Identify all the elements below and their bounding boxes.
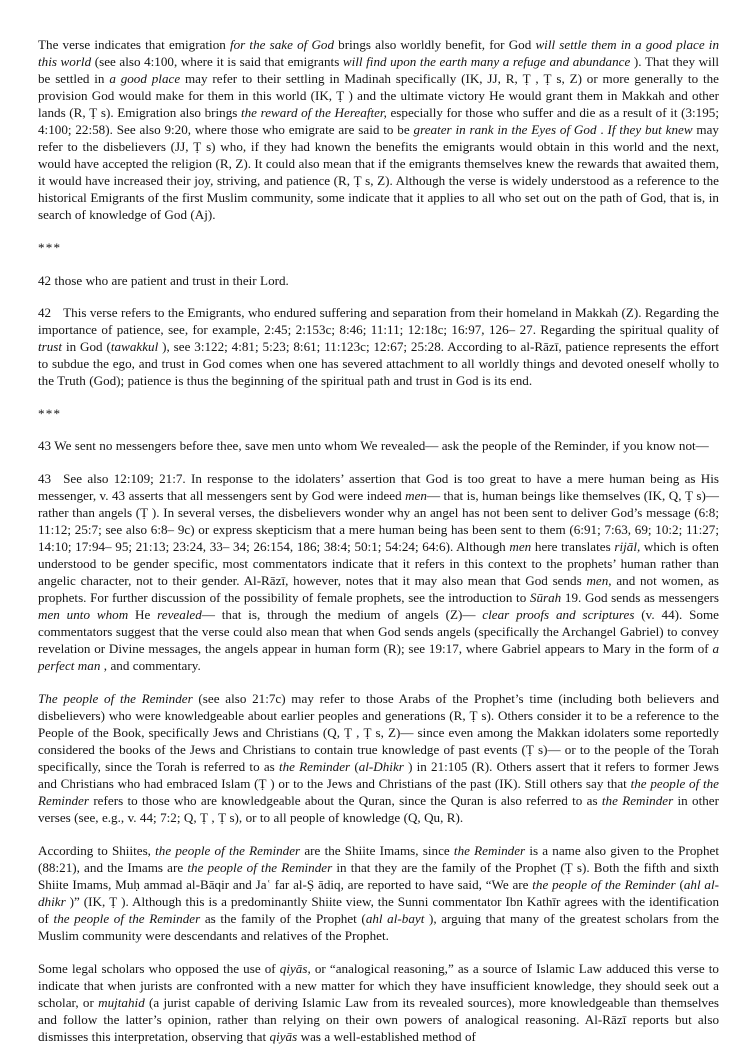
emphasis-text: qiyās,	[279, 960, 311, 976]
emphasis-text: a perfect man	[38, 641, 719, 674]
body-text: 42 those who are patient and trust in their Lord.	[38, 272, 289, 288]
body-text: , and commentary.	[100, 658, 201, 674]
body-text: was a well-established method of	[297, 1028, 476, 1044]
emphasis-text: revealed	[157, 607, 202, 623]
body-text: are the Shiite Imams, since	[300, 842, 454, 858]
emphasis-text: men,	[586, 573, 612, 589]
body-text: (see also 4:100, where it is said that emigrants	[91, 54, 343, 70]
emphasis-text: will find upon the earth many a refuge and abundance	[342, 54, 631, 70]
verse-translation	[38, 272, 719, 289]
emphasis-text: the people of the Reminder	[532, 876, 676, 892]
body-text: See also 12:109; 21:7. In response to the idolaters’ assertion that God is too great to have a mere human being as His messenger, v. 43 asserts that all messengers sent by God were indeed	[38, 470, 719, 503]
emphasis-text: men	[509, 539, 532, 555]
body-text: (see also 21:7c) may refer to those Arabs of the Prophet’s time (including both believers and disbelievers) who were knowledgeable about earlier peoples and generations (R, Ṭ s). Others consider it to be a reference to the People of the Book, specifically Jews and Christians (Q, Ṭ , Ṭ s, Z)— since even among the Makkan idolaters some reportedly considered the books of the Jews and Christians to contain true knowledge of past events (Ṭ s)— or to the people of the Torah specifically, since the Torah is referred to as	[38, 691, 720, 775]
document-text-body	[38, 36, 719, 1045]
emphasis-text: ahl al-dhikr	[38, 876, 719, 910]
verse-translation	[38, 437, 719, 454]
emphasis-text: the Reminder	[453, 842, 526, 858]
emphasis-text: men unto whom	[38, 607, 129, 623]
emphasis-text: the reward of the Hereafter,	[240, 105, 387, 121]
emphasis-text: trust	[38, 339, 63, 355]
body-text: which is often understood to be gender specific, most commentators indicate that it refers in this context to the prophets’ human rather than angelic character, not to their gender. Al-Rāzī, however, notes that it may also mean that God sends	[38, 539, 719, 589]
emphasis-text: greater in rank in the Eyes of God	[413, 122, 597, 138]
body-text: — that is, through the medium of angels (Z)—	[201, 607, 483, 623]
emphasis-text: will settle them in a good place in this world	[38, 37, 719, 70]
emphasis-text: tawakkul	[110, 339, 159, 355]
body-text: 19. God sends as messengers	[561, 590, 719, 606]
section-separator: ***	[38, 405, 62, 421]
commentary-paragraph	[38, 470, 719, 675]
emphasis-text: The people of the Reminder	[38, 691, 193, 706]
body-text: (v. 44). Some commentators suggest that the verse could also mean that when God sends angels (specifically the Archangel Gabriel) to convey revelation or Divine messages, the angels appear in human form (R); see 19:17, where Gabriel appears to Mary in the form of	[38, 607, 719, 657]
body-text: He	[128, 607, 158, 623]
emphasis-text: a good place	[109, 71, 181, 87]
body-text: refers to those who are knowledgeable about the Quran, since the Quran is also referred to as	[89, 793, 602, 809]
emphasis-text: If they but knew	[607, 122, 693, 138]
body-text: Some legal scholars who opposed the use of	[38, 960, 280, 976]
commentary-paragraph	[38, 842, 719, 944]
body-text: may refer to their settling in Madinah specifically (IK, JJ, R, Ṭ , Ṭ s, Z) or more generally to the provision God would make for them in this world (IK, Ṭ ) and the ultimate victory He would grant them in Makkah and other lands (R, Ṭ s). Emigration also brings	[38, 71, 719, 121]
emphasis-text: qiyās	[269, 1028, 298, 1044]
body-text: or “analogical reasoning,” as a source of Islamic Law adduced this verse to indicate that when jurists are confronted with a new matter for which they have insufficient knowledge, they should seek out a scholar, or	[38, 960, 719, 1010]
body-text: and not women, as prophets. For further discussion of the possibility of female prophets, see the introduction to	[38, 573, 720, 606]
body-text: ), arguing that many of the greatest scholars from the Muslim community were descendants and relatives of the Prophet.	[38, 911, 719, 944]
emphasis-text: the people of the Reminder	[53, 911, 201, 927]
emphasis-text: clear proofs and scriptures	[482, 607, 635, 623]
emphasis-text: the Reminder	[601, 793, 674, 809]
body-text: (a jurist capable of deriving Islamic Law from its revealed sources), more knowledgeable than themselves and follow the latter’s opinion, rather than relying on their own powers of analogical reasoning. Al-Rāzī reports but also dismisses this interpretation, observing that	[38, 994, 720, 1044]
section-separator: ***	[38, 240, 62, 256]
body-text: 43	[38, 470, 52, 486]
body-text: — that is, human beings like themselves (IK, Q, Ṭ s)— rather than angels (Ṭ ). In several verses, the disbelievers wonder why an angel has not been sent to deliver God’s message (6:8; 11:12; 25:7; see also 6:8– 9c) or express skepticism that a mere human being has been sent to them (6:91; 7:63, 69; 10:2; 11:27; 14:10; 17:94– 95; 21:13; 23:24, 33– 34; 26:154, 186; 38:4; 50:1; 54:24; 64:6). Although	[38, 487, 719, 555]
body-text: especially for those who suffer and die as a result of it (3:195; 4:100; 22:58). See also 9:20, where those who emigrate are said to be	[38, 105, 719, 138]
body-text: (	[675, 876, 684, 892]
body-text: in that they are the family of the Prophet (Ṭ s). Both the fifth and sixth Shiite Imams, Muḥ ammad al-Bāqir and Jaʿ far al-Ṣ ādiq, are reported to have said, “We are	[38, 859, 719, 892]
emphasis-text: the people of the Reminder	[38, 776, 719, 809]
body-text: ). That they will be settled in	[38, 54, 720, 87]
emphasis-text: Sūrah	[529, 590, 562, 606]
body-text: This verse refers to the Emigrants, who endured suffering and separation from their homeland in Makkah (Z). Regarding the importance of patience, see, for example, 2:45; 2:153c; 8:46; 11:11; 12:18c; 16:97, 126– 27. Regarding the spiritual quality of	[38, 305, 719, 338]
body-text: is a name also given to the Prophet (88:21), and the Imams are	[38, 842, 719, 875]
body-text: may refer to the disbelievers (JJ, Ṭ s) who, if they had known the benefits the emigrants would obtain in this world and the next, would have accepted the religion (R, Z). It could also mean that if the emigrants themselves knew the rewards that awaited them, it would have increased their joy, striving, and patience (R, Ṭ s, Z). Although the verse is widely understood as a reference to the historical Emigrants of the first Muslim community, some indicate that it applies to all who set out on the path of God, that is, in search of knowledge of God (Aj).	[38, 122, 719, 223]
emphasis-text: rijāl,	[614, 539, 641, 555]
emphasis-text: mujtahid	[98, 994, 145, 1010]
body-text: According to Shiites,	[38, 842, 156, 858]
emphasis-text: for the sake of God	[229, 37, 335, 52]
body-text: 43 We sent no messengers before thee, save men unto whom We revealed— ask the people of the Reminder, if you know not—	[38, 438, 709, 454]
body-text: ), see 3:122; 4:81; 5:23; 8:61; 11:123c; 12:67; 25:28. According to al-Rāzī, patience represents the effort to subdue the ego, and trust in God comes when one has severed attachment to all worldly things and devoted oneself wholly to the Truth (God); patience is thus the beginning of the spiritual path and trust in God is its end.	[38, 339, 719, 389]
body-text: The verse indicates that emigration	[38, 37, 230, 52]
emphasis-text: men	[405, 487, 427, 503]
body-text: as the family of the Prophet (	[200, 911, 366, 927]
commentary-paragraph	[38, 36, 719, 224]
commentary-paragraph	[38, 690, 719, 826]
body-text: in God (	[62, 339, 111, 355]
body-text: here translates	[531, 539, 615, 555]
emphasis-text: ahl al-bayt	[365, 911, 425, 927]
body-text: brings also worldly benefit, for God	[334, 37, 536, 52]
emphasis-text: al-Dhikr	[358, 759, 404, 775]
body-text: 42	[38, 305, 52, 321]
commentary-paragraph	[38, 960, 719, 1045]
emphasis-text: the people of the Reminder	[155, 842, 301, 858]
emphasis-text: the people of the Reminder	[187, 859, 333, 875]
body-text: ) in 21:105 (R). Others assert that it refers to former Jews and Christians who had embraced Islam (Ṭ ) or to the Jews and Christians of the past (IK). Still others say that	[38, 759, 719, 792]
emphasis-text: the Reminder	[278, 759, 351, 775]
body-text: (	[350, 759, 359, 775]
body-text: in other verses (see, e.g., v. 44; 7:2; Q, Ṭ , Ṭ s), or to all people of knowledge (Q, Qu, R).	[38, 793, 719, 826]
body-text: .	[596, 122, 608, 138]
body-text: )” (IK, Ṭ ). Although this is a predominantly Shiite view, the Sunni commentator Ibn Kathīr agrees with the identification of	[38, 894, 719, 927]
commentary-paragraph	[38, 304, 719, 389]
